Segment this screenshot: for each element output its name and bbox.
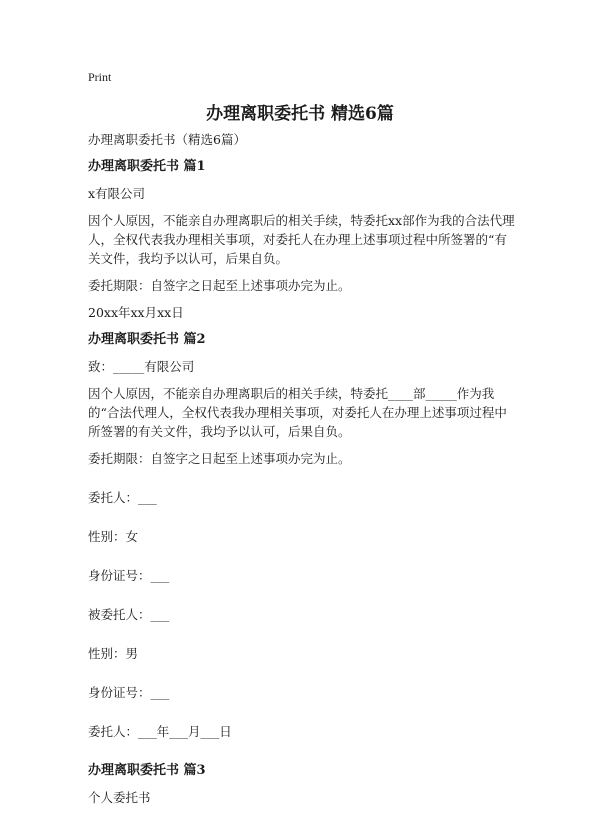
print-link[interactable]: Print — [88, 70, 112, 84]
principal-line: 委托人：___ — [88, 490, 157, 505]
body-paragraph: 因个人原因，不能亲自办理离职后的相关手续，特委托xx部作为我的合法代理人，全权代表我办理相关事项，对委托人在办理上述事项过程中所签署的“有关文件，我均予以认可，后果自负。 — [88, 213, 515, 266]
agent-line: 被委托人：___ — [88, 607, 170, 622]
section3-line: 个人委托书 — [88, 790, 151, 805]
document-body — [88, 130, 518, 815]
doc-subtitle: 办理离职委托书（精选6篇） — [88, 132, 246, 147]
section-heading-3: 办理离职委托书 篇3 — [88, 763, 206, 778]
gender-line: 性别：女 — [88, 529, 139, 544]
period-line: 委托期限：自签字之日起至上述事项办完为止。 — [88, 451, 351, 466]
page-title: 办理离职委托书 精选6篇 — [206, 104, 394, 124]
section-heading-1: 办理离职委托书 篇1 — [88, 159, 206, 174]
company-line: x有限公司 — [88, 186, 146, 201]
to-line: 致：_____有限公司 — [88, 359, 195, 374]
id-line: 身份证号：___ — [88, 685, 170, 700]
id-line: 身份证号：___ — [88, 568, 170, 583]
sign-line: 委托人：___年___月___日 — [88, 724, 232, 739]
gender-line: 性别：男 — [88, 646, 139, 661]
body-paragraph: 因个人原因，不能亲自办理离职后的相关手续，特委托____部_____作为我的“合法代理人，全权代表我办理相关事项，对委托人在办理上述事项过程中所签署的有关文件，我均予以认可，后果自负。 — [88, 386, 507, 439]
period-line: 委托期限：自签字之日起至上述事项办完为止。 — [88, 278, 351, 293]
date-line: 20xx年xx月xx日 — [88, 305, 184, 320]
section-heading-2: 办理离职委托书 篇2 — [88, 332, 206, 347]
